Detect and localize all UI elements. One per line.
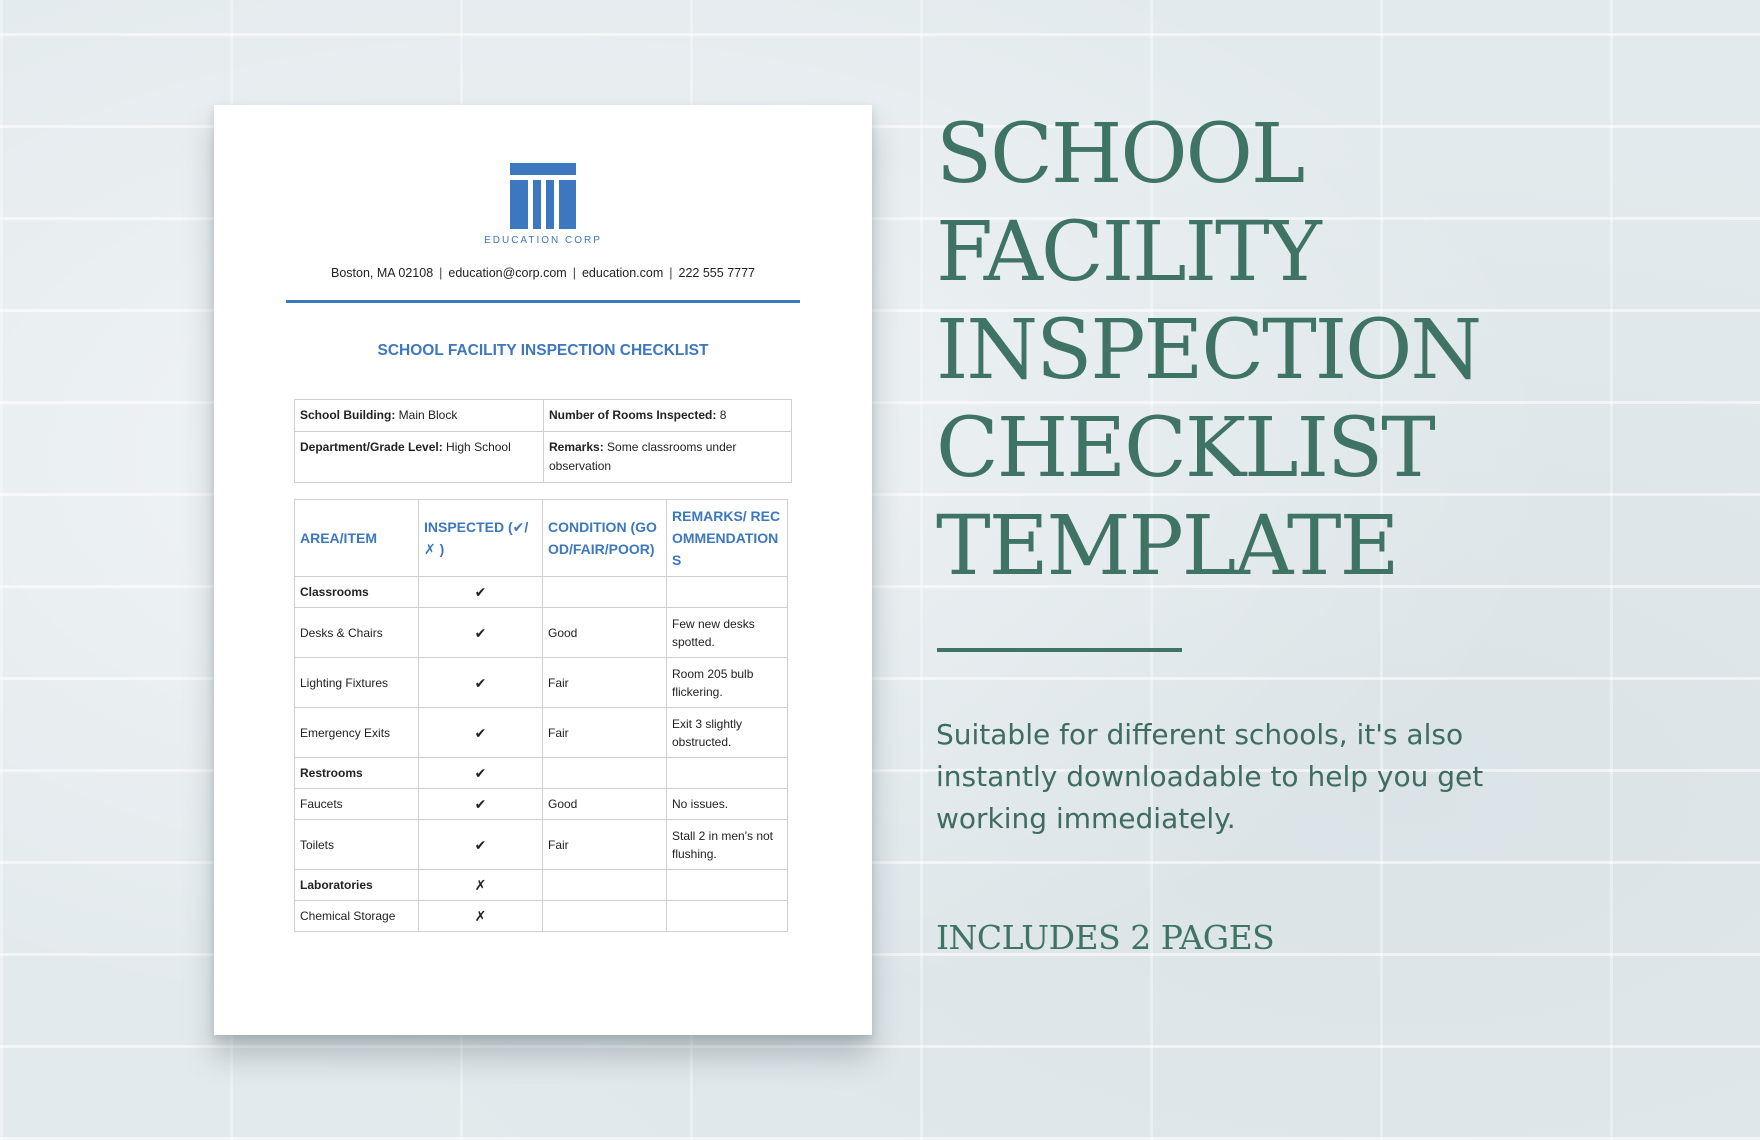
cell-inspected: ✔ bbox=[419, 658, 543, 708]
header-remarks: REMARKS/ RECOMMENDATIONS bbox=[667, 500, 788, 577]
hero-line: FACILITY bbox=[936, 205, 1320, 300]
cell-item: Toilets bbox=[295, 820, 419, 870]
info-department: Department/Grade Level: High School bbox=[295, 432, 544, 483]
contact-website: education.com bbox=[581, 266, 664, 280]
header-inspected: INSPECTED (✔/ ✗ ) bbox=[419, 500, 543, 577]
cell-condition: Fair bbox=[543, 708, 667, 758]
contact-address: Boston, MA 02108 bbox=[331, 266, 434, 280]
cell-remarks: Room 205 bulb flickering. bbox=[667, 658, 788, 708]
cell-condition: Fair bbox=[543, 820, 667, 870]
cell-condition: Fair bbox=[543, 658, 667, 708]
cell-item: Laboratories bbox=[295, 870, 419, 901]
hero-line: SCHOOL bbox=[936, 107, 1304, 202]
table-row bbox=[295, 608, 788, 658]
cell-item: Lighting Fixtures bbox=[295, 658, 419, 708]
header-condition: CONDITION (GOOD/FAIR/POOR) bbox=[543, 500, 667, 577]
document-page bbox=[214, 105, 872, 1035]
columns-logo-icon bbox=[510, 163, 576, 229]
cell-inspected: ✔ bbox=[419, 708, 543, 758]
cell-item: Emergency Exits bbox=[295, 708, 419, 758]
cell-remarks: Few new desks spotted. bbox=[667, 608, 788, 658]
cell-inspected: ✔ bbox=[419, 608, 543, 658]
cell-remarks bbox=[667, 870, 788, 901]
hero-description: Suitable for different schools, it's also instantly downloadable to help you get working immediately. bbox=[936, 718, 1484, 835]
cell-remarks: No issues. bbox=[667, 789, 788, 820]
cell-condition bbox=[543, 758, 667, 789]
table-row bbox=[295, 870, 788, 901]
cell-item: Desks & Chairs bbox=[295, 608, 419, 658]
cell-inspected: ✔ bbox=[419, 758, 543, 789]
cell-condition bbox=[543, 901, 667, 932]
checklist-table bbox=[294, 499, 788, 932]
info-rooms: Number of Rooms Inspected: 8 bbox=[544, 400, 792, 432]
hero-divider bbox=[937, 648, 1182, 652]
cell-inspected: ✔ bbox=[419, 789, 543, 820]
cell-remarks: Stall 2 in men's not flushing. bbox=[667, 820, 788, 870]
cell-condition bbox=[543, 577, 667, 608]
table-row bbox=[295, 658, 788, 708]
cell-remarks bbox=[667, 577, 788, 608]
contact-separator: | bbox=[439, 266, 443, 280]
table-row bbox=[295, 789, 788, 820]
contact-phone: 222 555 7777 bbox=[678, 266, 755, 280]
hero-title bbox=[936, 106, 1716, 596]
cell-remarks bbox=[667, 901, 788, 932]
contact-separator: | bbox=[669, 266, 673, 280]
header-divider bbox=[286, 300, 800, 303]
cell-item: Chemical Storage bbox=[295, 901, 419, 932]
info-table bbox=[294, 399, 792, 483]
pages-count: INCLUDES 2 PAGES bbox=[936, 918, 1275, 957]
document-title: SCHOOL FACILITY INSPECTION CHECKLIST bbox=[377, 342, 709, 359]
cell-inspected: ✗ bbox=[419, 901, 543, 932]
cell-remarks bbox=[667, 758, 788, 789]
cell-remarks: Exit 3 slightly obstructed. bbox=[667, 708, 788, 758]
cell-inspected: ✔ bbox=[419, 577, 543, 608]
contact-separator: | bbox=[572, 266, 576, 280]
info-remarks: Remarks: Some classrooms under observation bbox=[544, 432, 792, 483]
checklist-header-row bbox=[295, 500, 788, 577]
cell-condition bbox=[543, 870, 667, 901]
table-row bbox=[295, 901, 788, 932]
hero-line: INSPECTION bbox=[936, 303, 1481, 398]
logo-text: EDUCATION CORP bbox=[484, 235, 602, 246]
cell-condition: Good bbox=[543, 608, 667, 658]
header-area-item: AREA/ITEM bbox=[295, 500, 419, 577]
info-building: School Building: Main Block bbox=[295, 400, 544, 432]
cell-item: Faucets bbox=[295, 789, 419, 820]
contact-line bbox=[214, 266, 872, 280]
hero-line: TEMPLATE bbox=[936, 499, 1398, 594]
cell-inspected: ✗ bbox=[419, 870, 543, 901]
contact-email: education@corp.com bbox=[448, 266, 567, 280]
cell-condition: Good bbox=[543, 789, 667, 820]
table-row bbox=[295, 820, 788, 870]
cell-inspected: ✔ bbox=[419, 820, 543, 870]
table-row bbox=[295, 758, 788, 789]
cell-item: Classrooms bbox=[295, 577, 419, 608]
table-row bbox=[295, 577, 788, 608]
table-row bbox=[295, 708, 788, 758]
hero-line: CHECKLIST bbox=[936, 401, 1434, 496]
cell-item: Restrooms bbox=[295, 758, 419, 789]
